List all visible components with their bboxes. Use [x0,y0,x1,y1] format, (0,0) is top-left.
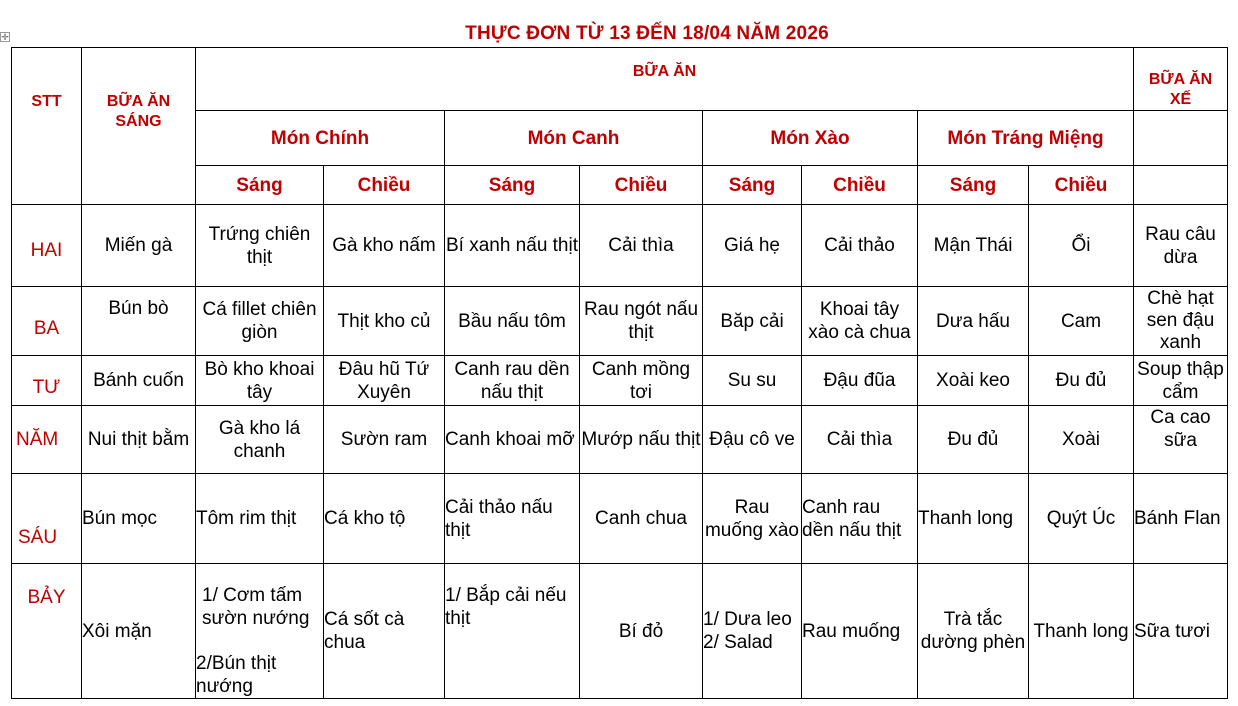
stirfry-afternoon-cell: Rau muống [802,564,918,699]
main-afternoon-cell: Cá kho tộ [324,474,445,564]
soup-afternoon-cell: Mướp nấu thịt [580,406,703,474]
snack-cell: Bánh Flan [1134,474,1228,564]
breakfast-cell: Xôi mặn [82,564,196,699]
stirfry-morning-cell: Su su [703,356,802,406]
header-snack-empty [1134,111,1228,166]
main-morning-cell: Trứng chiên thịt [196,205,324,287]
stirfry-afternoon-cell: Cải thìa [802,406,918,474]
dessert-afternoon-cell: Thanh long [1029,564,1134,699]
soup-morning-cell: Bí xanh nấu thịt [445,205,580,287]
stirfry-morning-cell: Đậu cô ve [703,406,802,474]
soup-morning-cell: Cải thảo nấu thịt [445,474,580,564]
main-morning-cell: Tôm rim thịt [196,474,324,564]
breakfast-cell: Bún mọc [82,474,196,564]
soup-afternoon-cell: Rau ngót nấu thịt [580,287,703,356]
day-label: BẢY [12,564,82,699]
header-sang: Sáng [703,166,802,205]
header-snack-empty [1134,166,1228,205]
soup-morning-cell: Canh khoai mỡ [445,406,580,474]
header-stt: STT [12,48,82,205]
dessert-afternoon-cell: Cam [1029,287,1134,356]
snack-cell: Soup thập cẩm [1134,356,1228,406]
main-afternoon-cell: Thịt kho củ [324,287,445,356]
main-afternoon-cell: Cá sốt cà chua [324,564,445,699]
soup-afternoon-cell: Cải thìa [580,205,703,287]
dessert-morning-cell: Mận Thái [918,205,1029,287]
snack-cell: Sữa tươi [1134,564,1228,699]
main-morning-cell: Gà kho lá chanh [196,406,324,474]
header-group-stirfry: Món Xào [703,111,918,166]
breakfast-cell: Bánh cuốn [82,356,196,406]
dessert-morning-cell: Dưa hấu [918,287,1029,356]
snack-cell: Chè hạt sen đậu xanh [1134,287,1228,356]
header-chieu: Chiều [324,166,445,205]
header-snack: BỮA ĂN XẾ [1134,48,1228,111]
day-label: HAI [12,205,82,287]
main-morning-item-2: 2/Bún thịt nướng [196,653,277,697]
soup-morning-cell: 1/ Bắp cải nếu thịt [445,564,580,699]
breakfast-cell: Bún bò [82,287,196,356]
table-row [12,205,1228,287]
soup-afternoon-cell: Canh chua [580,474,703,564]
dessert-afternoon-cell: Đu đủ [1029,356,1134,406]
main-afternoon-cell: Gà kho nấm [324,205,445,287]
table-row [12,474,1228,564]
snack-cell: Rau câu dừa [1134,205,1228,287]
soup-afternoon-cell: Bí đỏ [580,564,703,699]
stirfry-morning-item-2: 2/ Salad [703,632,773,653]
dessert-morning-cell: Thanh long [918,474,1029,564]
stirfry-morning-cell: Rau muống xào [703,474,802,564]
main-morning-item-1: 1/ Cơm tấm sườn nướng [202,585,310,629]
main-morning-cell [196,564,324,699]
header-breakfast: BỮA ĂN SÁNG [82,48,196,205]
day-label: NĂM [12,406,82,474]
header-group-soup: Món Canh [445,111,703,166]
dessert-afternoon-cell: Quýt Úc [1029,474,1134,564]
stirfry-afternoon-cell: Khoai tây xào cà chua [802,287,918,356]
header-meal: BỮA ĂN [196,48,1134,111]
main-morning-cell: Bò kho khoai tây [196,356,324,406]
dessert-afternoon-cell: Xoài [1029,406,1134,474]
header-sang: Sáng [445,166,580,205]
move-handle-icon[interactable]: ✛ [1,32,9,42]
stirfry-morning-cell: Băp cải [703,287,802,356]
table-row [12,564,1228,699]
header-chieu: Chiều [802,166,918,205]
header-chieu: Chiều [580,166,703,205]
table-row [12,287,1228,356]
day-label: BA [12,287,82,356]
main-afternoon-cell: Đâu hũ Tứ Xuyên [324,356,445,406]
stirfry-morning-cell [703,564,802,699]
header-group-main: Món Chính [196,111,445,166]
stirfry-morning-cell: Giá hẹ [703,205,802,287]
day-label: SÁU [12,474,82,564]
breakfast-cell: Nui thịt bằm [82,406,196,474]
soup-afternoon-cell: Canh mồng tơi [580,356,703,406]
soup-morning-cell: Canh rau dền nấu thịt [445,356,580,406]
table-row [12,356,1228,406]
header-sang: Sáng [918,166,1029,205]
header-sang: Sáng [196,166,324,205]
stirfry-afternoon-cell: Canh rau dền nấu thịt [802,474,918,564]
page-title: THỰC ĐƠN TỪ 13 ĐẾN 18/04 NĂM 2026 [465,23,829,44]
stirfry-morning-item-1: 1/ Dưa leo [703,609,792,630]
header-chieu: Chiều [1029,166,1134,205]
table-row [12,406,1228,474]
breakfast-cell: Miến gà [82,205,196,287]
header-group-dessert: Món Tráng Miệng [918,111,1134,166]
dessert-morning-cell: Xoài keo [918,356,1029,406]
stirfry-afternoon-cell: Đậu đũa [802,356,918,406]
dessert-morning-cell: Trà tắc dường phèn [918,564,1029,699]
main-morning-cell: Cá fillet chiên giòn [196,287,324,356]
snack-cell: Ca cao sữa [1134,406,1228,474]
soup-morning-cell: Bầu nấu tôm [445,287,580,356]
menu-table [11,47,1228,699]
main-afternoon-cell: Sườn ram [324,406,445,474]
stirfry-afternoon-cell: Cải thảo [802,205,918,287]
day-label: TƯ [12,356,82,406]
dessert-afternoon-cell: Ổi [1029,205,1134,287]
dessert-morning-cell: Đu đủ [918,406,1029,474]
